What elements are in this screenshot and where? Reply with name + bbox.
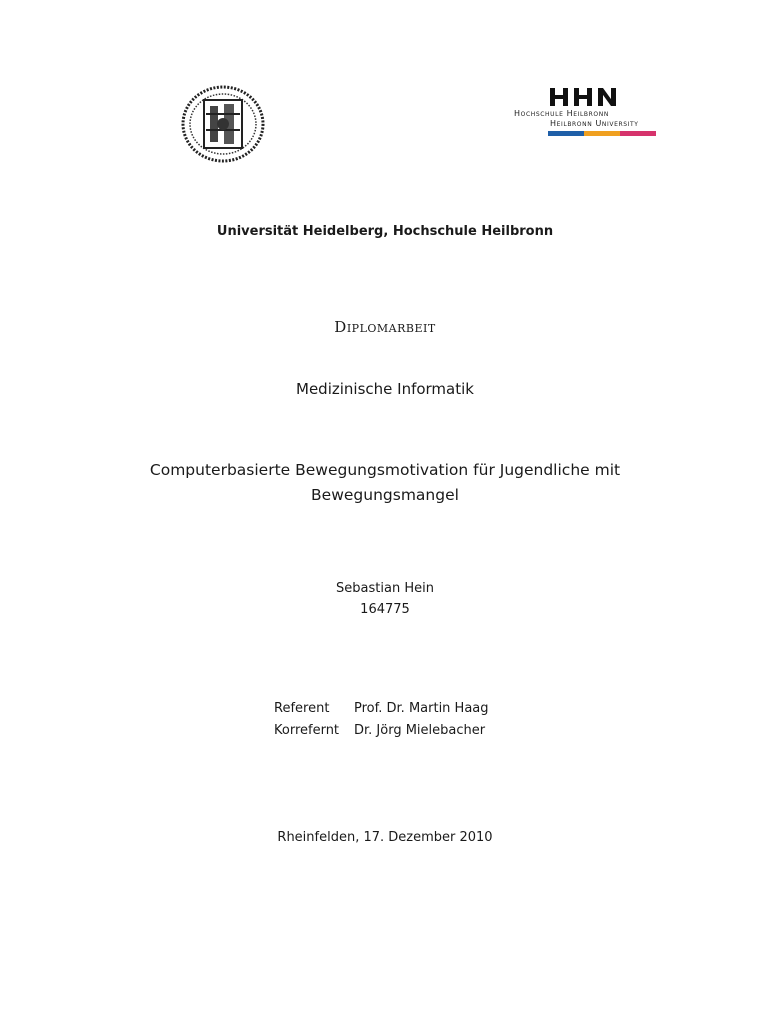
subject: Medizinische Informatik <box>296 380 474 398</box>
co-referee-label: Korrefernt <box>274 723 340 738</box>
title-line: Bewegungsmangel <box>311 486 459 504</box>
author-id: 164775 <box>360 602 410 617</box>
title-line: Computerbasierte Bewegungsmotivation für Jugendliche mit <box>149 461 621 479</box>
co-referee-row <box>274 720 489 742</box>
hhn-logo-line1: Hochschule Heilbronn <box>514 109 609 118</box>
institution: Universität Heidelberg, Hochschule Heilbronn <box>216 224 554 239</box>
stripe-pink <box>620 131 656 136</box>
referee-label: Referent <box>274 701 330 716</box>
place-date: Rheinfelden, 17. Dezember 2010 <box>277 830 493 845</box>
document-type: Diplomarbeit <box>334 318 436 336</box>
hhn-logo-line2: Heilbronn University <box>550 119 639 128</box>
thesis-title <box>0 458 770 508</box>
author-block <box>0 578 770 620</box>
referee-name: Prof. Dr. Martin Haag <box>354 701 489 716</box>
hhn-logo-icon <box>548 86 620 108</box>
stripe-orange <box>584 131 620 136</box>
stripe-blue <box>548 131 584 136</box>
hhn-logo <box>512 86 658 142</box>
author-name: Sebastian Hein <box>336 581 434 596</box>
referee-row <box>274 698 489 720</box>
co-referee-name: Dr. Jörg Mielebacher <box>354 723 486 738</box>
university-heidelberg-seal-icon <box>180 84 266 164</box>
hhn-color-stripes <box>548 131 656 136</box>
referees <box>274 698 489 742</box>
